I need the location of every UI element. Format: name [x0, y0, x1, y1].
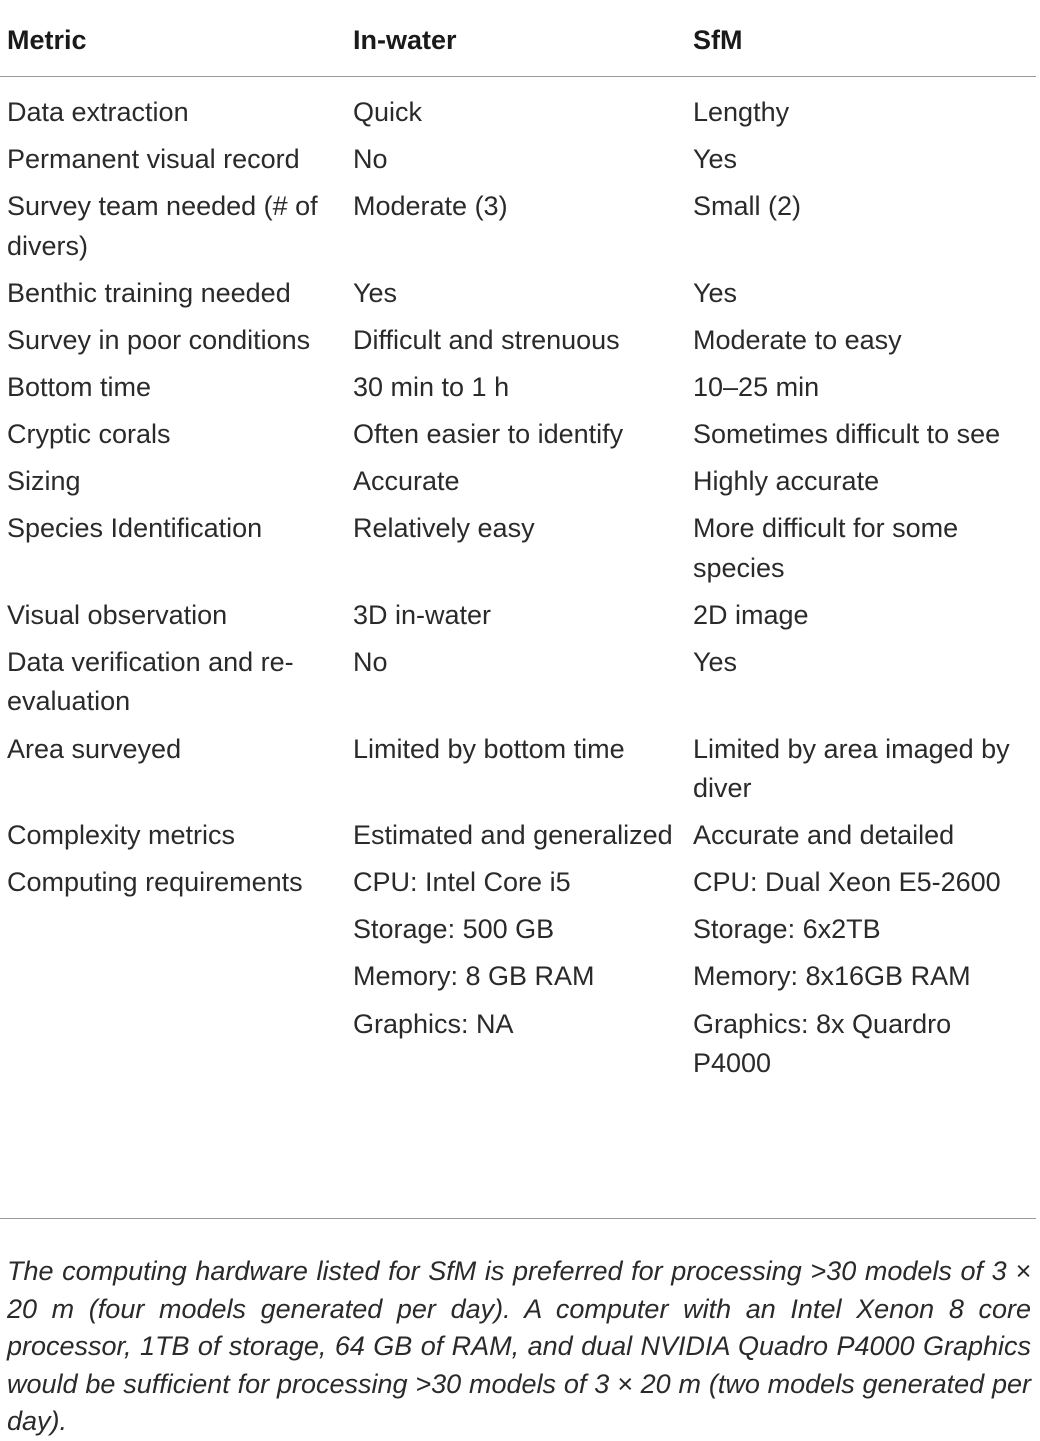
table-row — [0, 462, 1036, 509]
sfm-cell: Accurate and detailed — [693, 820, 955, 851]
in-water-cell: Accurate — [353, 466, 460, 497]
table-row — [0, 274, 1036, 321]
sfm-cell: Moderate to easy — [693, 324, 902, 355]
in-water-cell: Difficult and strenuous — [353, 324, 620, 355]
comparison-table — [0, 14, 1036, 1100]
metric-cell: Cryptic corals — [7, 419, 171, 450]
metric-cell: Survey in poor conditions — [7, 324, 311, 355]
table-row — [0, 187, 1036, 274]
sfm-graphics: Graphics: 8x Quardro P4000 — [693, 1008, 952, 1078]
sfm-cell: Yes — [693, 277, 738, 308]
sfm-memory: Memory: 8x16GB RAM — [693, 961, 971, 992]
metric-cell: Complexity metrics — [7, 820, 236, 851]
table-row — [0, 643, 1036, 730]
in-water-cell: Limited by bottom time — [353, 733, 625, 764]
table-row — [0, 415, 1036, 462]
metric-cell: Data verification and re-evaluation — [7, 646, 294, 717]
metric-cell: Species Identification — [7, 513, 263, 544]
sfm-cell: More difficult for some species — [693, 513, 959, 583]
in-water-cell: No — [353, 646, 388, 677]
in-water-storage: Storage: 500 GB — [353, 914, 555, 945]
table-row — [0, 77, 1036, 141]
in-water-hardware-cell — [346, 863, 686, 1099]
table-row — [0, 596, 1036, 643]
sfm-cell: 2D image — [693, 599, 809, 630]
in-water-cell: Quick — [353, 97, 423, 127]
sfm-cell: Limited by area imaged by diver — [693, 733, 1010, 804]
table-row — [0, 730, 1036, 817]
metric-cell: Survey team needed (# of divers) — [7, 191, 318, 261]
sfm-cell: Yes — [693, 646, 738, 677]
in-water-cell: Yes — [353, 277, 398, 308]
metric-cell: Sizing — [7, 466, 81, 497]
table-bottom-rule — [0, 1218, 1036, 1219]
in-water-cell: No — [353, 144, 388, 175]
table-row — [0, 509, 1036, 596]
table-row — [0, 368, 1036, 415]
metric-cell: Permanent visual record — [7, 144, 300, 175]
in-water-cell: Relatively easy — [353, 513, 535, 544]
column-header-in-water: In-water — [346, 14, 686, 77]
in-water-cell: Often easier to identify — [353, 419, 624, 450]
in-water-cell: 30 min to 1 h — [353, 371, 510, 402]
metric-cell: Visual observation — [7, 599, 228, 630]
metric-cell: Bottom time — [7, 371, 152, 402]
sfm-cpu: CPU: Dual Xeon E5-2600 — [693, 867, 1001, 898]
metric-cell: Benthic training needed — [7, 277, 291, 308]
sfm-cell: Small (2) — [693, 191, 802, 222]
table-footnote: The computing hardware listed for SfM is preferred for processing >30 models of 3 × 20 m (four models generated per day). A computer with an Intel Xenon 8 core processor, 1TB of storage, 64 GB of RAM, and dual NVIDIA Quadro P4000 Graphics would be sufficient for processing >30 models of 3 × 20 m (two models generated per day). — [7, 1256, 1031, 1436]
column-header-sfm: SfM — [686, 14, 1036, 77]
sfm-cell: Lengthy — [693, 97, 790, 127]
in-water-cpu: CPU: Intel Core i5 — [353, 867, 571, 898]
in-water-cell: 3D in-water — [353, 599, 492, 630]
table-row — [0, 816, 1036, 863]
sfm-cell: 10–25 min — [693, 371, 820, 402]
table-row-computing — [0, 863, 1036, 1099]
in-water-cell: Estimated and generalized — [353, 820, 673, 851]
sfm-storage: Storage: 6x2TB — [693, 914, 881, 945]
metric-cell: Area surveyed — [7, 733, 182, 764]
in-water-memory: Memory: 8 GB RAM — [353, 961, 595, 992]
table-row — [0, 321, 1036, 368]
in-water-cell: Moderate (3) — [353, 191, 508, 222]
sfm-cell: Highly accurate — [693, 466, 880, 497]
sfm-cell: Sometimes difficult to see — [693, 419, 1001, 450]
metric-cell: Computing requirements — [7, 867, 303, 898]
sfm-hardware-cell — [686, 863, 1036, 1099]
header-row — [0, 14, 1036, 77]
sfm-cell: Yes — [693, 144, 738, 175]
column-header-metric: Metric — [0, 14, 346, 77]
table-row — [0, 140, 1036, 187]
in-water-graphics: Graphics: NA — [353, 1008, 514, 1039]
metric-cell: Data extraction — [7, 97, 189, 127]
